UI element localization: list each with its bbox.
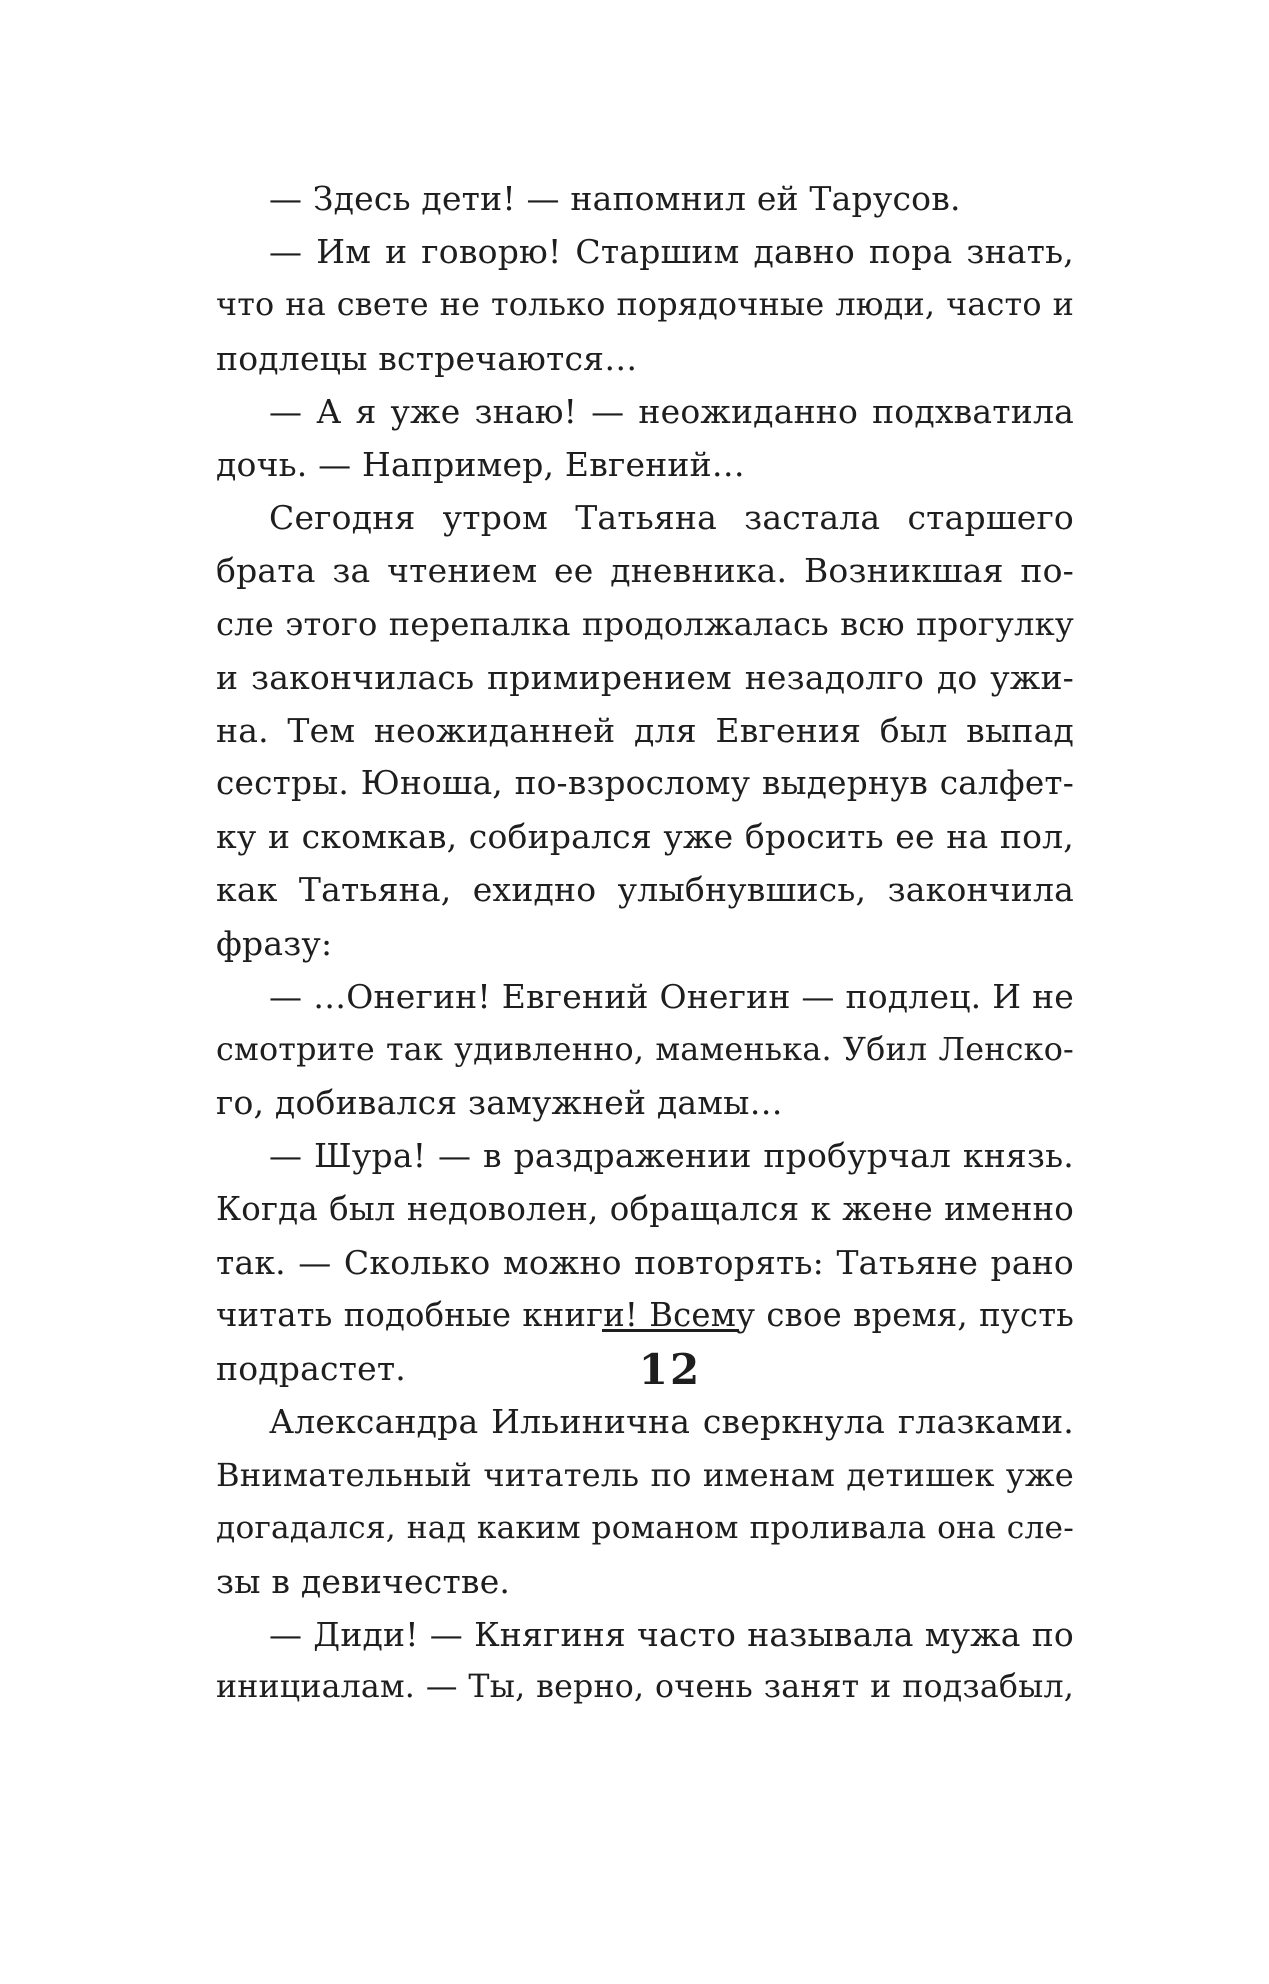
text-line: ку и скомкав, собирался уже бросить ее на пол, xyxy=(216,817,1074,857)
text-line: — Здесь дети! — напомнил ей Тарусов. xyxy=(269,179,961,218)
text-line: сестры. Юноша, по-взрослому выдернув салфет- xyxy=(216,764,1074,803)
text-line: зы в девичестве. xyxy=(216,1561,511,1601)
text-line: брата за чтением ее дневника. Возникшая по- xyxy=(216,551,1074,591)
text-line: читать подобные книги! Всему свое время, пусть xyxy=(216,1295,1074,1334)
text-line: го, добивался замужней дамы… xyxy=(216,1083,783,1123)
body-text xyxy=(216,172,1074,1714)
text-line: Внимательный читатель по именам детишек уже xyxy=(216,1455,1074,1494)
text-line: — А я уже знаю! — неожиданно подхватила xyxy=(269,391,1074,431)
text-line: так. — Сколько можно повторять: Татьяне рано xyxy=(216,1242,1074,1282)
text-line: фразу: xyxy=(216,923,333,963)
text-line: и закончилась примирением незадолго до ужи- xyxy=(216,657,1074,697)
text-line: что на свете не только порядочные люди, часто и xyxy=(216,285,1074,324)
text-line: догадался, над каким романом проливала она сле- xyxy=(216,1509,1074,1546)
text-line: подрастет. xyxy=(216,1349,406,1389)
text-line: как Татьяна, ехидно улыбнувшись, закончила xyxy=(216,870,1074,910)
text-line: дочь. — Например, Евгений… xyxy=(216,444,745,484)
text-line: — Диди! — Княгиня часто называла мужа по xyxy=(269,1615,1074,1655)
page-number-rule xyxy=(602,1329,739,1332)
text-line: на. Тем неожиданней для Евгения был выпад xyxy=(216,710,1074,750)
text-line: подлецы встречаются… xyxy=(216,338,638,378)
page-number: 12 xyxy=(638,1345,702,1394)
text-line: — …Онегин! Евгений Онегин — подлец. И не xyxy=(269,976,1074,1016)
text-line: инициалам. — Ты, верно, очень занят и подзабыл, xyxy=(216,1669,1074,1706)
text-line: — Им и говорю! Старшим давно пора знать, xyxy=(269,232,1074,272)
text-line: Сегодня утром Татьяна застала старшего xyxy=(269,498,1074,538)
text-line: — Шура! — в раздражении пробурчал князь. xyxy=(269,1136,1074,1176)
text-line: Александра Ильинична сверкнула глазками. xyxy=(269,1402,1074,1442)
text-line: Когда был недоволен, обращался к жене именно xyxy=(216,1189,1074,1228)
text-line: сле этого перепалка продолжалась всю прогулку xyxy=(216,604,1074,643)
text-line: смотрите так удивленно, маменька. Убил Ленско- xyxy=(216,1031,1074,1068)
